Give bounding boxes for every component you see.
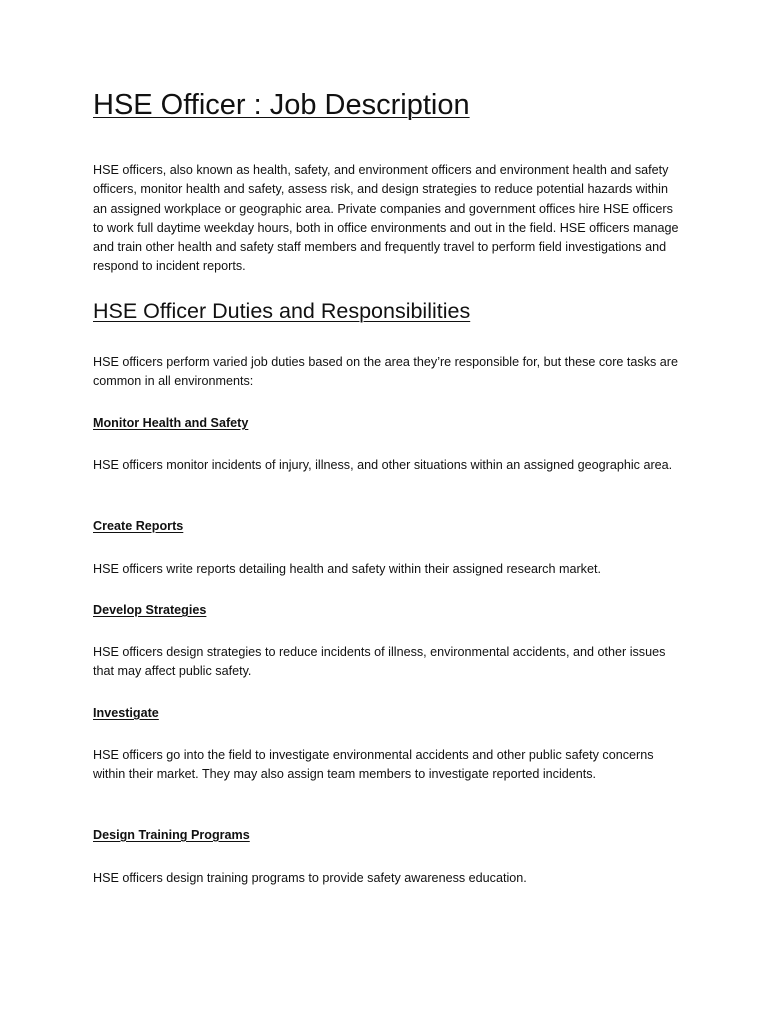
section-body-strategies: HSE officers design strategies to reduce incidents of illness, environmental accidents, and other issues that may affect public safety.	[93, 645, 666, 679]
section-heading-reports: Create Reports	[93, 519, 184, 533]
section-body-reports: HSE officers write reports detailing health and safety within their assigned research market.	[93, 562, 601, 576]
duties-heading: HSE Officer Duties and Responsibilities	[93, 299, 471, 323]
section-body-monitor: HSE officers monitor incidents of injury, illness, and other situations within an assigned geographic area.	[93, 458, 673, 472]
section-heading-training: Design Training Programs	[93, 828, 250, 842]
section-heading-strategies: Develop Strategies	[93, 603, 207, 617]
section-heading-monitor: Monitor Health and Safety	[93, 416, 249, 430]
section-heading-investigate: Investigate	[93, 706, 159, 720]
section-body-investigate: HSE officers go into the field to investigate environmental accidents and other public safety concerns within their market. They may also assign team members to investigate reported incidents.	[93, 748, 654, 782]
duties-intro-paragraph: HSE officers perform varied job duties based on the area they’re responsible for, but these core tasks are common in all environments:	[93, 355, 678, 389]
page-title: HSE Officer : Job Description	[93, 89, 470, 121]
intro-paragraph: HSE officers, also known as health, safety, and environment officers and environment health and safety officers, monitor health and safety, assess risk, and design strategies to reduce potential hazards within an assigned workplace or geographic area. Private companies and government offices hire HSE officers to work full daytime weekday hours, both in office environments and out in the field. HSE officers manage and train other health and safety staff members and frequently travel to perform field investigations and respond to incident reports.	[93, 163, 679, 274]
section-body-training: HSE officers design training programs to provide safety awareness education.	[93, 871, 527, 885]
